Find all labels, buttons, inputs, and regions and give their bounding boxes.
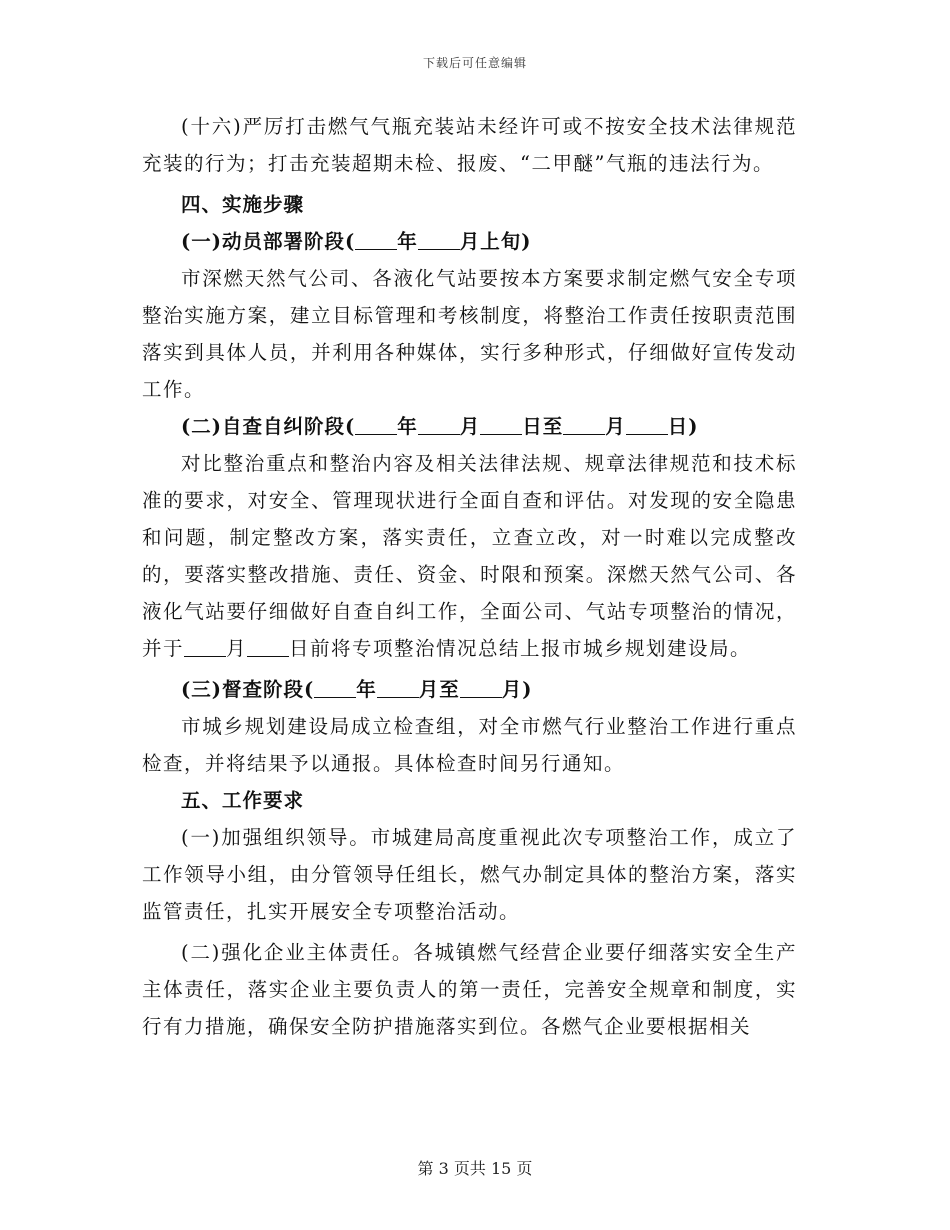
heading-text: 月上旬) [459,230,532,253]
heading-text: 年 [397,230,418,253]
heading-text: 月) [501,678,533,701]
document-body [142,108,797,1045]
fill-blank [460,677,502,698]
fill-blank [247,636,289,657]
heading-text: (一)动员部署阶段( [181,230,356,253]
subheading-supervision-stage [142,671,797,708]
subheading-mobilization-stage [142,223,797,260]
section-heading-implementation-steps: 四、实施步骤 [181,193,305,216]
fill-blank [563,414,605,435]
heading-text: 日至 [522,415,564,438]
paragraph-requirement-1: (一)加强组织领导。市城建局高度重视此次专项整治工作，成立了工作领导小组，由分管领导任组长，燃气办制定具体的整治方案，落实监管责任，扎实开展安全专项整治活动。 [142,826,797,923]
paragraph-text: 月 [226,637,248,660]
fill-blank [314,677,356,698]
fill-blank [184,636,226,657]
fill-blank [355,414,397,435]
section-heading-work-requirements: 五、工作要求 [181,789,305,812]
fill-blank [418,414,460,435]
heading-text: 月至 [418,678,460,701]
heading-text: 年 [397,415,418,438]
fill-blank [626,414,668,435]
heading-text: 年 [356,678,377,701]
fill-blank [355,229,397,250]
fill-blank [418,229,460,250]
paragraph-text: 日前将专项整治情况总结上报市城乡规划建设局。 [289,637,752,660]
paragraph-supervision-stage: 市城乡规划建设局成立检查组，对全市燃气行业整治工作进行重点检查，并将结果予以通报。具体检查时间另行通知。 [142,715,797,775]
header-note: 下载后可任意编辑 [422,56,527,70]
heading-text: 月 [605,415,626,438]
heading-text: (二)自查自纠阶段( [181,415,356,438]
heading-text: 日) [667,415,699,438]
paragraph-self-inspection-stage [142,445,797,667]
paragraph-item-16: (十六)严厉打击燃气气瓶充装站未经许可或不按安全技术法律规范充装的行为；打击充装超期未检、报废、“二甲醚”气瓶的违法行为。 [142,115,797,175]
paragraph-text: 对比整治重点和整治内容及相关法律法规、规章法律规范和技术标准的要求，对安全、管理现状进行全面自查和评估。对发现的安全隐患和问题，制定整改方案，落实责任，立查立改，对一时难以完成整改的，要落实整改措施、责任、资金、时限和预案。深燃天然气公司、各液化气站要仔细做好自查自纠工作，全面公司、气站专项整治的情况，并于 [142,452,797,660]
heading-text: 月 [459,415,481,438]
fill-blank [480,414,522,435]
heading-text: (三)督查阶段( [181,678,315,701]
paragraph-requirement-2: (二)强化企业主体责任。各城镇燃气经营企业要仔细落实安全生产主体责任，落实企业主要负责人的第一责任，完善安全规章和制度，实行有力措施，确保安全防护措施落实到位。各燃气企业要根据相关 [142,941,797,1038]
fill-blank [377,677,419,698]
paragraph-mobilization-stage: 市深燃天然气公司、各液化气站要按本方案要求制定燃气安全专项整治实施方案，建立目标管理和考核制度，将整治工作责任按职责范围落实到具体人员，并利用各种媒体，实行多种形式，仔细做好宣传发动工作。 [142,267,797,401]
subheading-self-inspection-stage [142,408,797,445]
page-number: 第 3 页共 15 页 [417,1159,533,1178]
